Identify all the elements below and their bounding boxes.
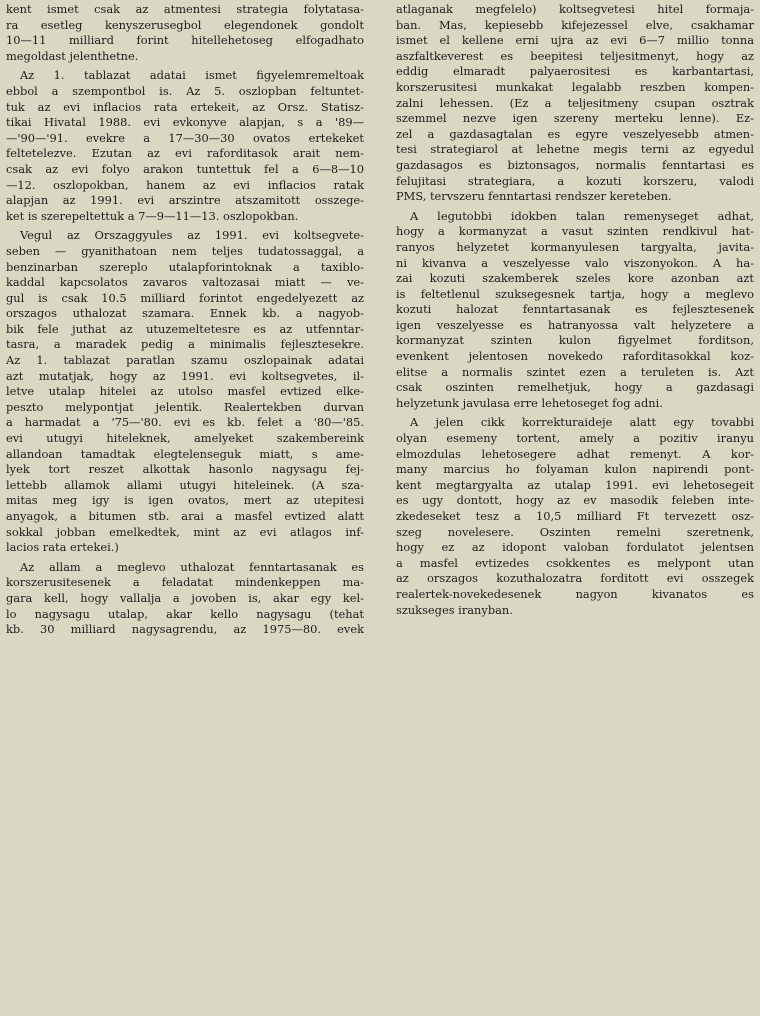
paragraph: [396, 209, 754, 412]
text-line: ra esetleg kenyszerusegbol elegendonek gondolt: [6, 17, 364, 32]
text-line: ket is szerepeltettuk a 7—9—11—13. oszlopokban.: [6, 208, 299, 223]
text-line: megoldast jelenthetne.: [6, 48, 139, 63]
text-line: realertek-novekedesenek nagyon kivanatos es: [396, 586, 754, 601]
paragraph: [396, 2, 754, 205]
text-line: ismet el kellene erni ujra az evi 6—7 millio tonna: [396, 33, 754, 48]
text-line: a harmadat a '75—'80. evi es kb. felet a '80—'85.: [6, 415, 364, 430]
text-line: kent ismet csak az atmentesi strategia folytatasa-: [6, 2, 364, 16]
text-line: zalni lehessen. (Ez a teljesitmeny csupan osztrak: [396, 95, 754, 110]
text-line: mitas meg igy is igen ovatos, mert az utepitesi: [6, 493, 364, 508]
text-line: ranyos helyzetet kormanyulesen targyalta, javita-: [396, 239, 754, 254]
text-line: korszerusitesi munkakat legalabb reszben kompen-: [396, 79, 754, 94]
text-line: A jelen cikk korrekturaideje alatt egy tovabbi: [410, 415, 754, 430]
text-line: gul is csak 10.5 milliard forintot engedelyezett az: [6, 290, 364, 305]
text-line: Vegul az Orszaggyules az 1991. evi koltsegvete-: [20, 228, 364, 243]
text-line: gazdasagos es biztonsagos, normalis fenntartasi es: [396, 157, 754, 172]
text-line: evenkent jelentosen novekedo raforditasokkal koz-: [396, 349, 754, 364]
text-line: kozuti halozat fenntartasanak es fejlesztesenek: [396, 302, 754, 317]
text-line: is feltetlenul szuksegesnek tartja, hogy a meglevo: [396, 286, 754, 301]
text-line: lettebb allamok allami utugyi hiteleinek. (A sza-: [6, 477, 364, 492]
text-line: szemmel nezve igen szereny merteku lenne). Ez-: [396, 111, 754, 126]
text-line: Az 1. tablazat paratlan szamu oszlopainak adatai: [6, 353, 364, 368]
text-line: gara kell, hogy vallalja a jovoben is, akar egy kel-: [6, 590, 364, 605]
text-line: kormanyzat szinten kulon figyelmet forditson,: [396, 333, 754, 348]
text-line: es ugy dontott, hogy az ev masodik feleben inte-: [396, 493, 754, 508]
text-line: lacios rata ertekei.): [6, 540, 119, 555]
text-line: helyzetunk javulasa erre lehetoseget fog adni.: [396, 395, 663, 410]
text-line: lyek tort reszet alkottak hasonlo nagysagu fej-: [6, 462, 364, 477]
text-line: —12. oszlopokban, hanem az evi inflacios ratak: [6, 177, 364, 192]
text-line: evi utugyi hiteleknek, amelyeket szakembereink: [6, 431, 364, 446]
text-line: Az 1. tablazat adatai ismet figyelemremeltoak: [20, 68, 364, 83]
text-line: zel a gazdasagtalan es egyre veszelyesebb atmen-: [396, 126, 754, 141]
text-line: elmozdulas lehetosegere adhat remenyt. A kor-: [396, 446, 754, 461]
text-line: peszto melypontjat jelentik. Realertekben durvan: [6, 399, 364, 414]
text-line: a masfel evtizedes csokkentes es melypont utan: [396, 555, 754, 570]
text-line: zai kozuti szakemberek szeles kore azonban azt: [396, 271, 754, 286]
text-line: Az allam a meglevo uthalozat fenntartasanak es: [20, 559, 364, 574]
text-line: —'90—'91. evekre a 17—30—30 ovatos ertekeket: [6, 130, 364, 145]
text-line: ni kivanva a veszelyesse valo viszonyokon. A ha-: [396, 255, 754, 270]
text-line: lo nagysagu utalap, akar kello nagysagu (tehat: [6, 606, 364, 621]
text-line: aszfaltkeverest es beepitesi teljesitmenyt, hogy az: [396, 48, 754, 63]
paragraph: [6, 68, 364, 224]
paragraph: [6, 228, 364, 555]
column-divider: [378, 0, 379, 690]
text-line: tesi strategiarol at lehetne megis terni az egyedul: [396, 142, 754, 157]
text-line: szukseges iranyban.: [396, 602, 513, 617]
text-line: allandoan tamadtak elegtelenseguk miatt, s ame-: [6, 446, 364, 461]
text-line: kb. 30 milliard nagysagrendu, az 1975—80. evek: [6, 622, 364, 637]
text-line: A legutobbi idokben talan remenyseget adhat,: [410, 208, 754, 223]
text-line: PMS, tervszeru fenntartasi rendszer kereteben.: [396, 189, 672, 204]
text-line: az orszagos kozuthalozatra forditott evi osszegek: [396, 571, 754, 586]
text-line: elitse a normalis szintet ezen a teruleten is. Azt: [396, 364, 754, 379]
text-line: tikai Hivatal 1988. evi evkonyve alapjan, s a '89—: [6, 115, 364, 130]
paragraph: [6, 2, 364, 64]
text-line: azt mutatjak, hogy az 1991. evi koltsegvetes, il-: [6, 368, 364, 383]
paragraph: [6, 560, 364, 638]
text-line: kaddal kapcsolatos zavaros valtozasai miatt — ve-: [6, 275, 364, 290]
text-line: kent megtargyalta az utalap 1991. evi lehetosegeit: [396, 477, 754, 492]
text-line: many marcius ho folyaman kulon napirendi pont-: [396, 462, 754, 477]
text-line: tuk az evi inflacios rata ertekeit, az Orsz. Statisz-: [6, 99, 364, 114]
text-line: ebbol a szempontbol is. Az 5. oszlopban feltuntet-: [6, 83, 364, 98]
text-line: seben — gyanithatoan nem teljes tudatossaggal, a: [6, 243, 364, 258]
text-line: hogy ez az idopont valoban fordulatot jelentsen: [396, 540, 754, 555]
text-line: feltetelezve. Ezutan az evi raforditasok arait nem-: [6, 146, 364, 161]
text-line: korszerusitesenek a feladatat mindenkeppen ma-: [6, 575, 364, 590]
text-line: eddig elmaradt palyaerositesi es karbantartasi,: [396, 64, 754, 79]
text-line: benzinarban szereplo utalapforintoknak a taxiblo-: [6, 259, 364, 274]
left-text-column: [6, 2, 364, 638]
right-text-column: [396, 2, 754, 618]
text-line: sokkal jobban emelkedtek, mint az evi atlagos inf-: [6, 524, 364, 539]
text-line: alapjan az 1991. evi arszintre atszamitott osszege-: [6, 193, 364, 208]
text-line: igen veszelyesse es hatranyossa valt helyzetere a: [396, 317, 754, 332]
text-line: ban. Mas, kepiesebb kifejezessel elve, csakhamar: [396, 17, 754, 32]
text-line: atlaganak megfelelo) koltsegvetesi hitel formaja-: [396, 2, 754, 16]
text-line: orszagos uthalozat szamara. Ennek kb. a nagyob-: [6, 306, 364, 321]
paragraph: [396, 415, 754, 618]
text-line: zkedeseket tesz a 10,5 milliard Ft tervezett osz-: [396, 509, 754, 523]
text-line: bik fele juthat az utuzemeltetesre es az utfenntar-: [6, 321, 364, 336]
text-line: tasra, a maradek pedig a minimalis fejlesztesekre.: [6, 337, 364, 352]
text-line: anyagok, a bitumen stb. arai a masfel evtized alatt: [6, 509, 364, 523]
text-line: csak oszinten remelhetjuk, hogy a gazdasagi: [396, 380, 754, 395]
text-line: csak az evi folyo arakon tuntettuk fel a 6—8—10: [6, 161, 364, 176]
text-line: 10—11 milliard forint hitellehetoseg elfogadhato: [6, 33, 364, 48]
text-line: felujitasi strategiara, a kozuti korszeru, valodi: [396, 173, 754, 188]
text-line: szeg novelesere. Oszinten remelni szeretnenk,: [396, 524, 754, 539]
text-line: olyan esemeny tortent, amely a pozitiv iranyu: [396, 431, 754, 446]
text-line: letve utalap hitelei az utolso masfel evtized elke-: [6, 384, 364, 399]
text-line: hogy a kormanyzat a vasut szinten rendkivul hat-: [396, 224, 754, 239]
